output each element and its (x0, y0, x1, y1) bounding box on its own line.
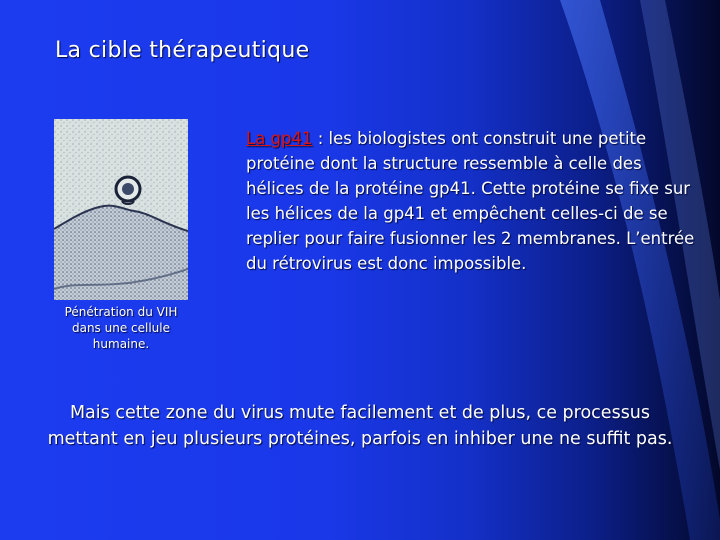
body-paragraph-text: : les biologistes ont construit une petite protéine dont la structure ressemble à celle des hélices de la protéine gp41. Cette protéine se fixe sur les hélices de la gp41 et empêchent celles-ci de se replier pour faire fusionner les 2 membranes. L’entrée du rétrovirus est donc impossible. (246, 129, 695, 273)
slide-title: La cible thérapeutique (55, 38, 310, 63)
conclusion-text: Mais cette zone du virus mute facilement et de plus, ce processus mettant en jeu plusieurs protéines, parfois en inhiber une ne suffit pas. (47, 403, 673, 449)
hiv-microscopy-image (54, 119, 188, 300)
body-paragraph (246, 126, 696, 276)
gp41-term: La gp41 (246, 129, 313, 148)
image-caption: Pénétration du VIH dans une cellule humaine. (64, 305, 178, 351)
